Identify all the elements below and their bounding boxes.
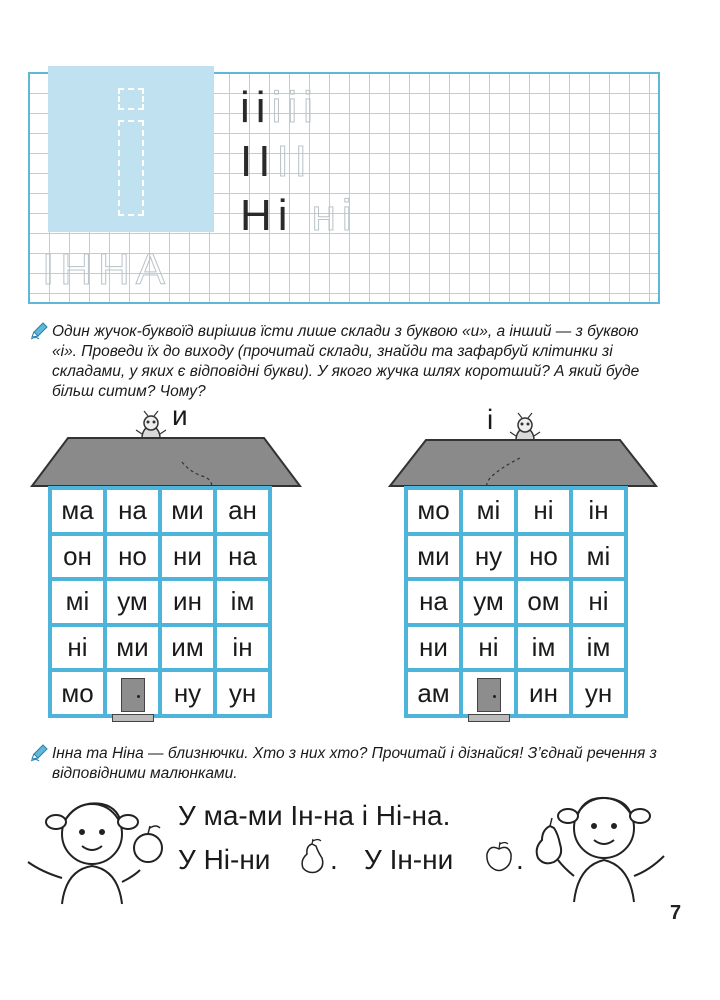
house-letter-y: и [172,400,188,431]
house-cells-y [48,486,272,718]
syllable-cell[interactable]: ом [516,579,571,625]
pencil-icon [30,744,48,762]
task1-instruction: Один жучок-буквоїд вирішив їсти лише склади з буквою «и», а інший — з буквою «і». Проведи їх до виходу (прочитай склади, знайди та зафарбуй клітинки зі складами, у яких є відповідні букви). У якого жучка шлях коротший? А який буде більш ситим? Чому? [52,323,640,400]
syllable-cell[interactable]: ім [516,625,571,671]
girl-with-pear-illustration[interactable] [520,786,670,904]
sentence-inna[interactable]: У Ін-ни [364,844,454,875]
syllable-cell[interactable]: ум [461,579,516,625]
syllable-cell[interactable]: ун [215,670,270,716]
door-icon [477,678,501,712]
syllable-cell[interactable]: ін [571,488,626,534]
page-number: 7 [670,902,682,924]
syllable-cell[interactable]: ни [160,534,215,580]
exit-door-cell[interactable] [461,670,516,716]
syllable-cell[interactable]: ма [50,488,105,534]
syllable-cell[interactable]: ім [571,625,626,671]
syllable-cell[interactable]: ин [160,579,215,625]
syllable-cell[interactable]: ну [461,534,516,580]
trace-row-2 [240,137,313,186]
door-step [468,714,510,722]
syllable-cell[interactable]: им [160,625,215,671]
syllable-cell[interactable]: ам [406,670,461,716]
syllable-cell[interactable]: ми [105,625,160,671]
syllable-cell[interactable]: мі [461,488,516,534]
sentence-dot: . [516,844,524,875]
syllable-cell[interactable]: он [50,534,105,580]
syllable-cell[interactable]: ім [215,579,270,625]
letter-stem-outline [118,120,144,216]
trace-row-4 [42,245,172,294]
sentence-line-1: У ма-ми Ін-на і Ні-на. [178,800,451,831]
trace-practice[interactable]: ні [311,191,358,240]
syllable-cell[interactable]: но [105,534,160,580]
syllable-cell[interactable]: на [215,534,270,580]
syllable-cell[interactable]: ні [516,488,571,534]
syllable-cell[interactable]: ні [50,625,105,671]
trace-row-1 [240,83,319,132]
sentence-dot: . [330,844,338,875]
door-icon [121,678,145,712]
syllable-cell[interactable]: ин [516,670,571,716]
house-roof [30,436,302,488]
trace-practice[interactable]: ііі [271,83,319,132]
trace-sample: ІІ [240,137,277,186]
syllable-cell[interactable]: ну [160,670,215,716]
syllable-cell[interactable]: ні [571,579,626,625]
house-letter-i: і [487,404,494,435]
syllable-cell[interactable]: ми [160,488,215,534]
syllable-cell[interactable]: мі [571,534,626,580]
exit-door-cell[interactable] [105,670,160,716]
syllable-cell[interactable]: ум [105,579,160,625]
house-roof [388,438,658,488]
trace-practice[interactable]: ІННА [42,245,172,294]
syllable-cell[interactable]: ун [571,670,626,716]
syllable-cell[interactable]: ні [461,625,516,671]
house-cells-i [404,486,628,718]
syllable-cell[interactable]: мі [50,579,105,625]
trace-row-3 [240,191,358,240]
door-step [112,714,154,722]
syllable-cell[interactable]: ми [406,534,461,580]
letter-sample-box [48,66,214,232]
girl-with-apple-illustration[interactable] [22,792,172,906]
syllable-cell[interactable]: ан [215,488,270,534]
apple-icon [484,840,514,872]
pear-icon [298,838,326,874]
trace-practice[interactable]: ІІ [276,137,313,186]
syllable-cell[interactable]: на [406,579,461,625]
trace-sample: ii [240,83,272,132]
syllable-cell[interactable]: ни [406,625,461,671]
syllable-cell[interactable]: мо [406,488,461,534]
sentence-nina[interactable]: У Ні-ни [178,844,271,875]
syllable-cell[interactable]: мо [50,670,105,716]
letter-dot-outline [118,88,144,110]
syllable-cell[interactable]: но [516,534,571,580]
task2-instruction: Інна та Ніна — близнючки. Хто з них хто? Прочитай і дізнайся! З’єднай речення з відповідними малюнками. [52,745,657,782]
trace-sample: Ні [240,191,294,240]
syllable-cell[interactable]: ін [215,625,270,671]
syllable-cell[interactable]: на [105,488,160,534]
pencil-icon [30,322,48,340]
